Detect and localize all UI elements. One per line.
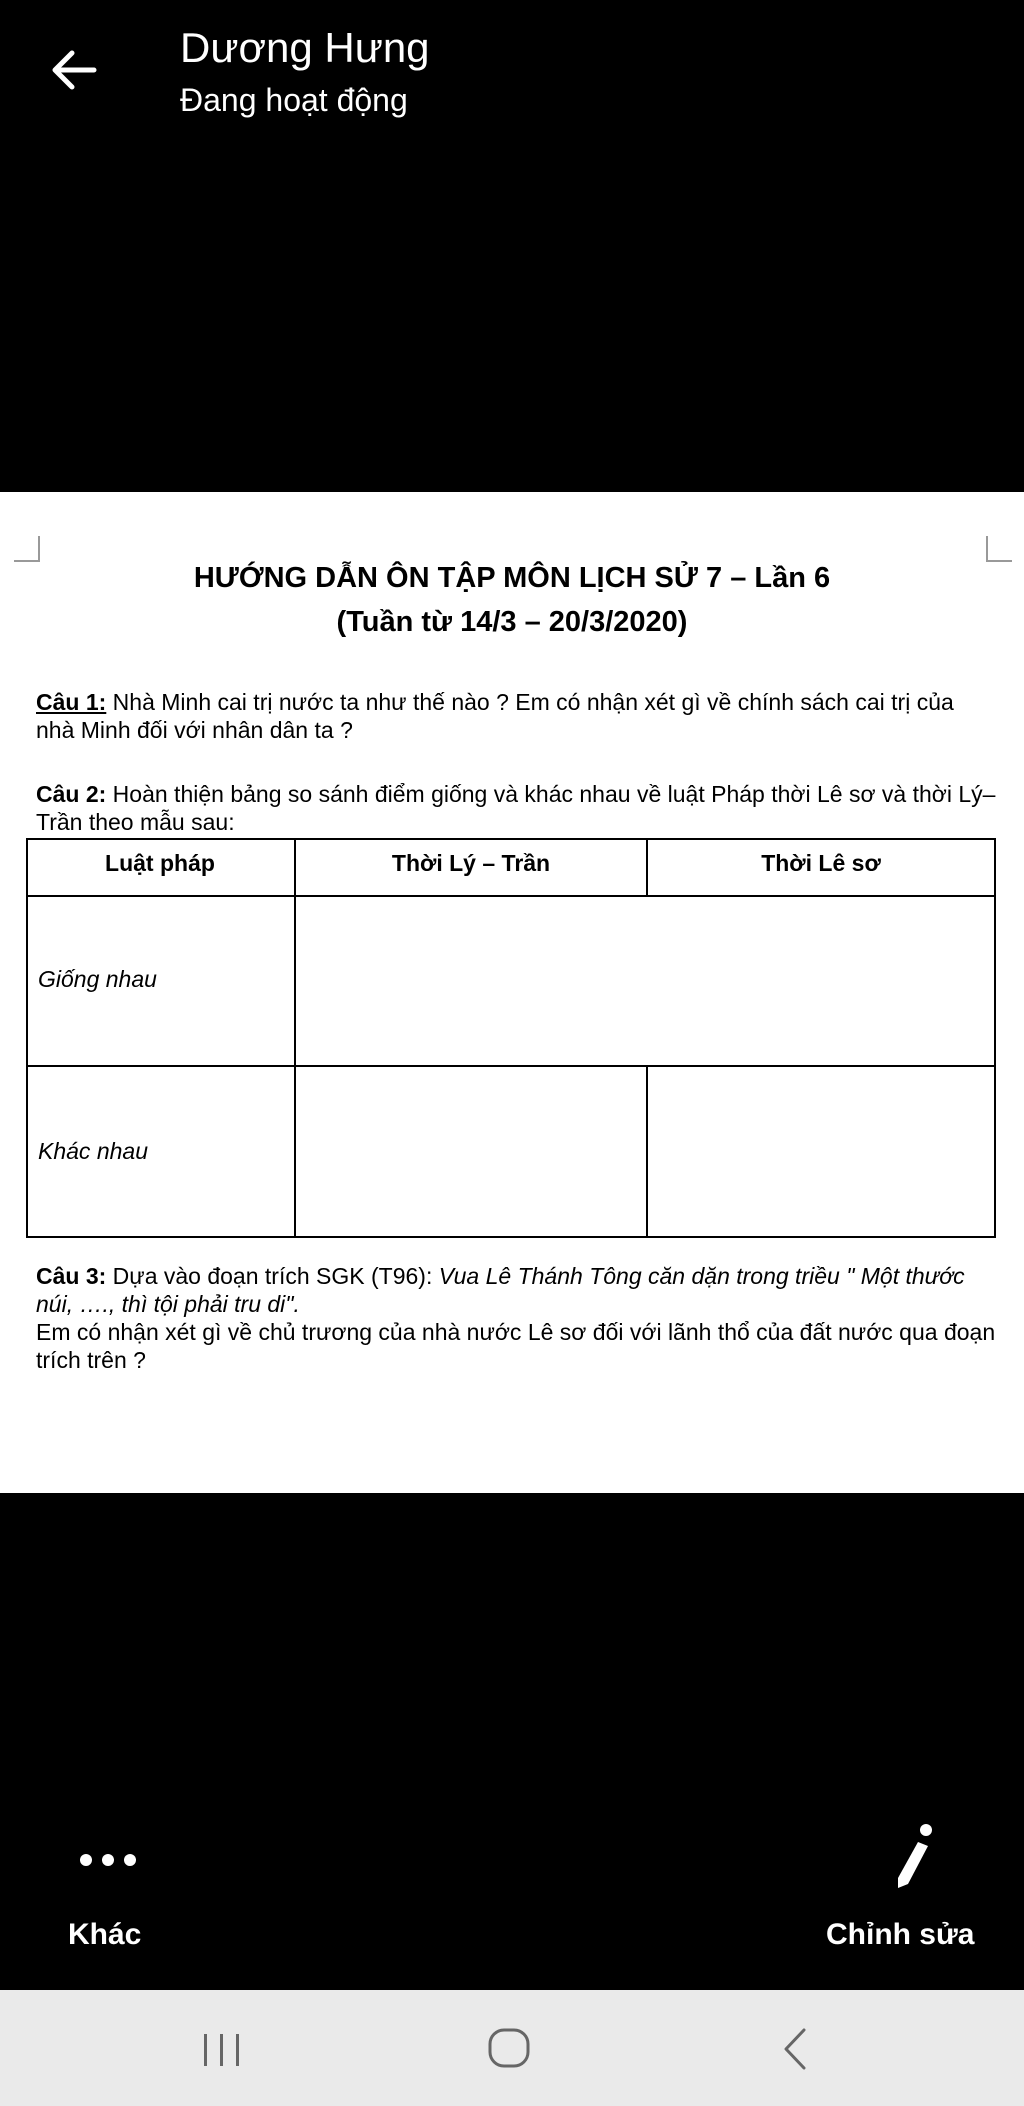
- table-header-cell: Thời Lê sơ: [761, 850, 881, 876]
- contact-name: Dương Hưng: [180, 24, 430, 71]
- table-row-label: Khác nhau: [38, 1138, 148, 1164]
- table-header-cell: Thời Lý – Trần: [391, 850, 551, 876]
- table-border: [26, 1236, 996, 1238]
- question-3: [36, 1262, 996, 1374]
- question-1-text: Nhà Minh cai trị nước ta như thế nào ? Em có nhận xét gì về chính sách cai trị của nhà Minh đối với nhân dân ta ?: [36, 689, 954, 743]
- question-3-quote: Vua Lê Thánh Tông căn dặn trong triều " Một thước núi, …., thì tội phải tru di".: [36, 1263, 965, 1317]
- page-corner-mark: [986, 536, 1012, 562]
- back-chevron-icon[interactable]: [780, 2026, 810, 2072]
- table-border: [26, 1065, 996, 1067]
- comparison-table: [26, 838, 996, 1238]
- document-subtitle: (Tuần từ 14/3 – 20/3/2020): [336, 606, 688, 638]
- pencil-icon[interactable]: [888, 1822, 938, 1892]
- question-3-prompt: Em có nhận xét gì về chủ trương của nhà nước Lê sơ đối với lãnh thổ của đất nước qua đoạn trích trên ?: [36, 1319, 996, 1373]
- question-1-label: Câu 1:: [36, 689, 107, 715]
- contact-status: Đang hoạt động: [180, 82, 408, 118]
- table-header-cell: Luật pháp: [105, 850, 215, 876]
- edit-button[interactable]: Chỉnh sửa: [826, 1918, 975, 1951]
- question-2-label: Câu 2:: [36, 781, 107, 807]
- recent-apps-icon[interactable]: [200, 2030, 244, 2070]
- arrow-left-icon[interactable]: [44, 40, 104, 100]
- question-3-text: Dựa vào đoạn trích SGK (T96):: [106, 1263, 439, 1289]
- document-title: HƯỚNG DẪN ÔN TẬP MÔN LỊCH SỬ 7 – Lần 6: [193, 562, 831, 594]
- more-dots-icon[interactable]: [78, 1850, 138, 1870]
- page-corner-mark: [14, 536, 40, 562]
- table-border: [26, 895, 996, 897]
- table-border: [26, 838, 996, 840]
- home-icon[interactable]: [486, 2026, 532, 2070]
- question-2: [36, 780, 996, 836]
- more-button[interactable]: Khác: [68, 1918, 142, 1951]
- question-3-label: Câu 3:: [36, 1263, 107, 1289]
- question-2-text: Hoàn thiện bảng so sánh điểm giống và khác nhau về luật Pháp thời Lê sơ và thời Lý–Trần theo mẫu sau:: [36, 781, 996, 835]
- question-1: [36, 688, 996, 744]
- table-border: [994, 838, 996, 1238]
- table-border: [646, 1066, 648, 1238]
- chat-header: [0, 0, 1024, 160]
- table-border: [26, 838, 28, 1238]
- table-row-label: Giống nhau: [38, 966, 157, 992]
- system-navigation-bar: [0, 1990, 1024, 2106]
- table-border: [294, 838, 296, 1238]
- document-image[interactable]: [0, 492, 1024, 1493]
- bottom-action-bar: [0, 1800, 1024, 1990]
